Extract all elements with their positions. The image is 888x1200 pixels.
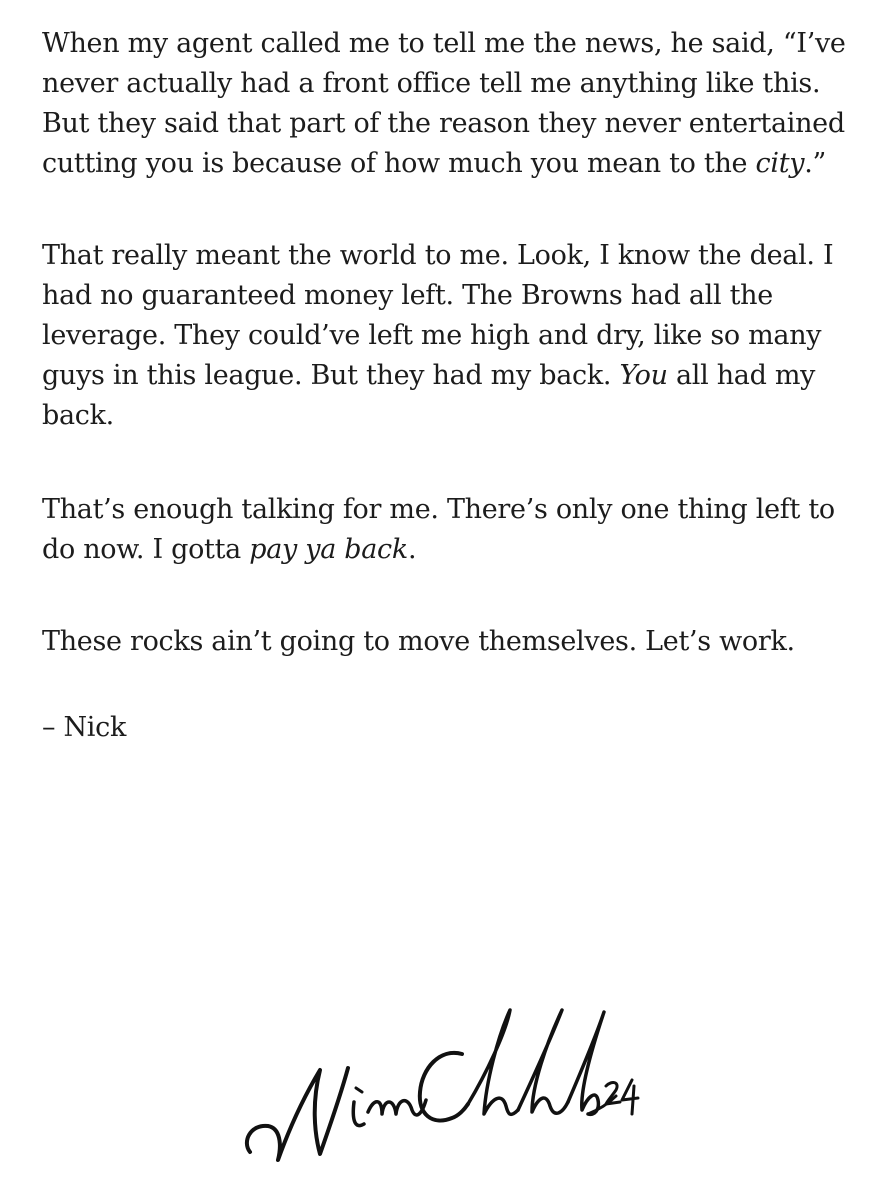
emphasis-pay-ya-back: pay ya back bbox=[249, 534, 408, 565]
closing-signoff: – Nick bbox=[42, 712, 127, 743]
paragraph-meant-the-world-end: all had my back. bbox=[42, 360, 816, 431]
paragraph-agent-call-end: .” bbox=[804, 148, 826, 179]
signature-stroke-b bbox=[568, 1012, 604, 1114]
paragraph-meant-the-world-text: That really meant the world to me. Look, I know the deal. I had no guaranteed money left. The Browns had all the leverage. They could’ve left me high and dry, like so many guys in this league. But they had my back. bbox=[42, 240, 834, 391]
signature-stroke-ck bbox=[368, 1100, 426, 1115]
emphasis-city: city bbox=[755, 148, 805, 179]
signature-stroke-h1 bbox=[468, 1010, 518, 1114]
paragraph-meant-the-world bbox=[42, 236, 862, 436]
signature-stroke-ub bbox=[518, 1010, 568, 1113]
signature-stroke-i-dot bbox=[356, 1088, 362, 1092]
signature-stroke-c bbox=[420, 1053, 468, 1121]
paragraph-agent-call-text: When my agent called me to tell me the news, he said, “I’ve never actually had a front office tell me anything like this. But they said that part of the reason they never entertained cutting you is because of how much you mean to the bbox=[42, 28, 846, 179]
paragraph-agent-call bbox=[42, 24, 862, 184]
signature-stroke-4 bbox=[622, 1080, 638, 1114]
signature-stroke-i bbox=[353, 1102, 364, 1126]
letter-body bbox=[42, 24, 862, 748]
paragraph-lets-work: These rocks ain’t going to move themselves. Let’s work. bbox=[42, 626, 795, 657]
paragraph-enough-talking bbox=[42, 490, 862, 570]
emphasis-you: You bbox=[619, 360, 668, 391]
signature-stroke-n bbox=[247, 1068, 348, 1160]
paragraph-enough-talking-text: That’s enough talking for me. There’s only one thing left to do now. I gotta bbox=[42, 494, 835, 565]
signature-stroke-tail bbox=[588, 1096, 616, 1114]
paragraph-enough-talking-end: . bbox=[407, 534, 417, 565]
handwritten-signature-icon bbox=[236, 992, 656, 1192]
